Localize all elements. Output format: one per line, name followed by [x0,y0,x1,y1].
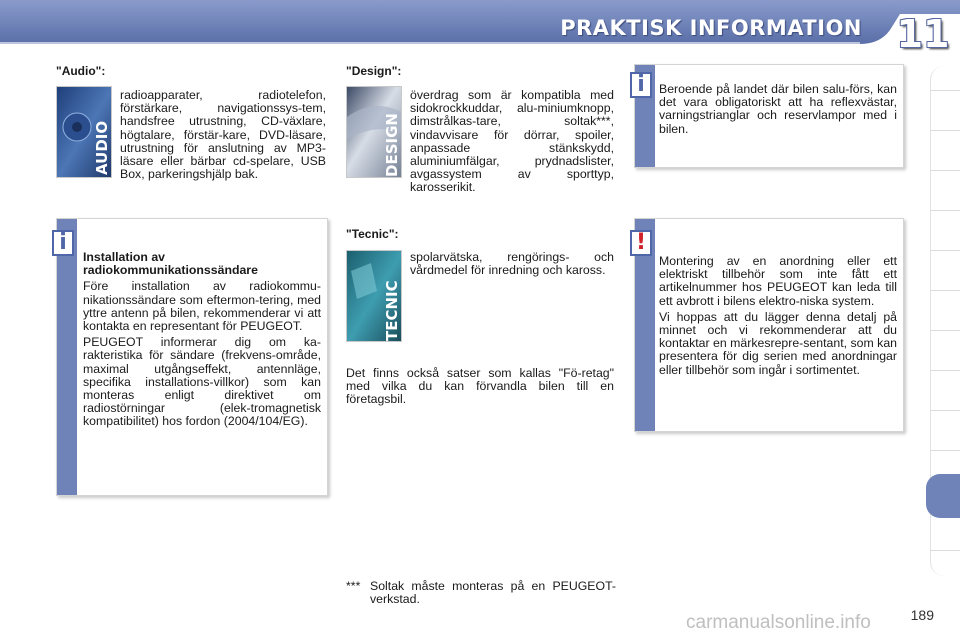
side-tab[interactable] [930,550,960,551]
watermark: carmanualsonline.info [686,612,871,633]
design-heading: "Design": [346,64,402,78]
side-tab[interactable] [930,450,960,451]
design-image-label: DESIGN [383,113,401,177]
warning-box [634,218,904,432]
warning-paragraph: Montering av en anordning eller ett elektriskt tillbehör som inte fått ett artikelnummer hos PEUGEOT kan leda till ett avbrott i bilens elektro-niska system. [659,254,897,308]
info-icon: i [52,230,74,256]
side-tab-active[interactable] [926,474,960,518]
tecnic-text: spolarvätska, rengörings- och vårdmedel för inredning och kaross. [410,250,614,278]
chapter-number: 11 [896,12,950,56]
audio-text: radioapparater, radiotelefon, förstärkare, navigationssys-tem, handsfree utrustning, CD-växlare, högtalare, förstär-kare, DVD-läsare, utrustning för anslutning av MP3-läsare eller bärbar cd-spelare, USB Box, parkeringshjälp bak. [120,88,326,182]
warning-content [659,255,897,380]
installation-paragraph: Före installation av radiokommu-nikationssändare som eftermon-tering, med yttre antenn på bilen, rekommenderar vi att kontakta en representant för PEUGEOT. [83,279,321,334]
info-box-installation [56,218,328,496]
side-tab[interactable] [930,170,960,171]
footnote-marker: *** [346,579,361,593]
box-stripe [57,219,77,495]
warning-icon: ! [630,230,652,256]
side-tab[interactable] [930,90,960,91]
tecnic-image-label: TECNIC [383,280,401,341]
installation-content [83,251,321,432]
kits-text: Det finns också satser som kallas "Fö-retag" med vilka du kan förvandla bilen till en företagsbil. [346,366,614,407]
audio-image-label: AUDIO [93,120,111,175]
footnote [346,580,616,610]
design-text: överdrag som är kompatibla med sidokrockkuddar, alu-miniumknopp, dimstrålkas-tare, soltak***, vindavvisare för dörrar, spoiler, anpassade stänkskydd, aluminiumfälgar, prydnadslister, avgassystem av sporttyp, karosserikit. [410,88,614,195]
audio-heading: "Audio": [56,64,106,78]
info-box-country [634,64,904,168]
tecnic-heading: "Tecnic": [346,227,399,241]
footnote-text: Soltak måste monteras på en PEUGEOT-verkstad. [370,579,616,607]
country-text: Beroende på landet där bilen salu-förs, kan det vara obligatoriskt att ha reflexvästar, varningstrianglar och reservlampor med i bilen. [659,82,897,136]
warning-paragraph: Vi hoppas att du lägger denna detalj på minnet och vi rekommenderar att du kontaktar en märkesrepre-sentant, som kan presentera för dig serien med anordningar eller tillbehör som ingår i sortimentet. [659,309,897,377]
tecnic-image [346,250,402,342]
side-tab[interactable] [930,330,960,331]
side-tab[interactable] [930,130,960,131]
side-tab[interactable] [930,250,960,251]
design-image [346,86,402,178]
side-tab[interactable] [930,290,960,291]
audio-image [56,86,112,178]
side-tab[interactable] [930,410,960,411]
installation-heading: Installation av radiokommunikationssändare [83,250,258,278]
installation-paragraph: PEUGEOT informerar dig om ka-rakteristika för sändare (frekvens-område, maximal utgångseffekt, antennläge, specifika installations-villkor) som kan monteras enligt direktivet om radiostörningar (elek-tromagnetisk kompatibilitet) hos fordon (2004/104/EG). [83,335,321,429]
page-title: PRAKTISK INFORMATION [560,16,862,40]
info-icon: i [630,72,652,98]
side-tab[interactable] [930,210,960,211]
side-tab[interactable] [930,370,960,371]
page-number: 189 [910,607,934,623]
